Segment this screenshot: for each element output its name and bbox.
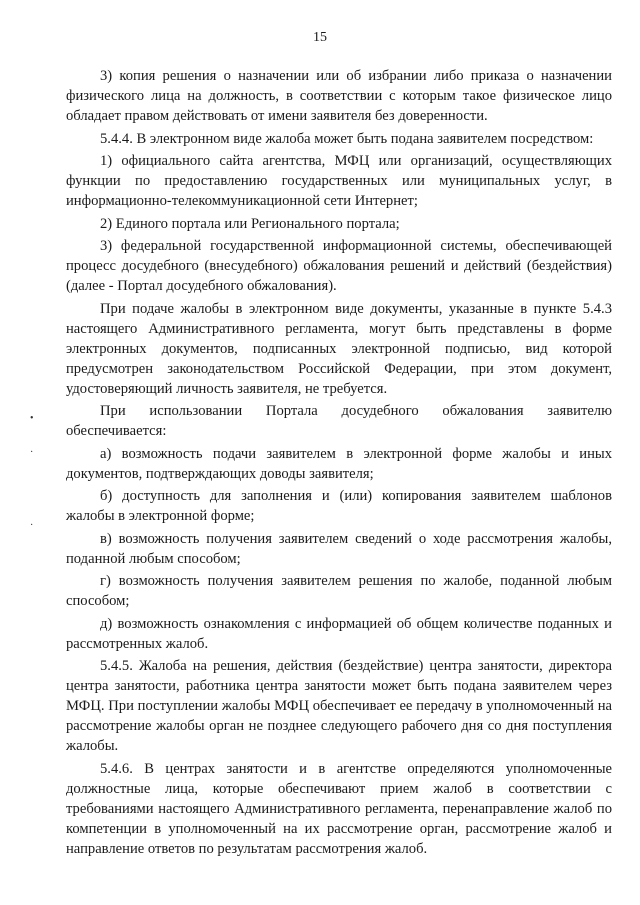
paragraph: 5.4.5. Жалоба на решения, действия (бездействие) центра занятости, директора центра занятости, работника центра занятости может быть подана заявителем через МФЦ. При поступлении жалобы МФЦ обеспечивает ее передачу в уполномоченный на рассмотрение жалобы орган не позднее следующего рабочего дня со дня поступления жалобы. bbox=[66, 658, 612, 754]
margin-dot: · bbox=[30, 447, 34, 458]
page-number: 15 bbox=[313, 30, 327, 45]
paragraph: 1) официального сайта агентства, МФЦ или организаций, осуществляющих функции по предоставлению государственных или муниципальных услуг, в информационно-телекоммуникационной сети Интернет; bbox=[66, 153, 612, 209]
paragraph: 2) Единого портала или Регионального портала; bbox=[100, 215, 400, 232]
paragraph: 5.4.4. В электронном виде жалоба может быть подана заявителем посредством: bbox=[100, 130, 594, 147]
paragraph: в) возможность получения заявителем сведений о ходе рассмотрения жалобы, поданной любым способом; bbox=[66, 530, 612, 567]
paragraph: б) доступность для заполнения и (или) копирования заявителем шаблонов жалобы в электронной форме; bbox=[66, 488, 612, 524]
paragraph: г) возможность получения заявителем решения по жалобе, поданной любым способом; bbox=[66, 573, 612, 609]
paragraph: При подаче жалобы в электронном виде документы, указанные в пункте 5.4.3 настоящего Административного регламента, могут быть представлены в форме электронных документов, подписанных электронной подписью, вид которой предусмотрен законодательством Российской Федерации, при этом документ, удостоверяющий личность заявителя, не требуется. bbox=[66, 300, 612, 397]
margin-dot: · bbox=[30, 520, 34, 531]
paragraph: д) возможность ознакомления с информацией об общем количестве поданных и рассмотренных жалоб. bbox=[66, 615, 612, 652]
document-body bbox=[66, 66, 612, 861]
paragraph: 5.4.6. В центрах занятости и в агентстве определяются уполномоченные должностные лица, которые обеспечивают прием жалоб в соответствии с требованиями настоящего Административного регламента, перенаправление жалоб по компетенции в уполномоченный на их рассмотрение орган, рассмотрение жалоб и направление ответов по результатам рассмотрения жалоб. bbox=[66, 760, 612, 857]
paragraph: 3) копия решения о назначении или об избрании либо приказа о назначении физического лица на должность, в соответствии с которым такое физическое лицо обладает правом действовать от имени заявителя без доверенности. bbox=[66, 68, 612, 124]
paragraph: При использовании Портала досудебного обжалования заявителю обеспечивается: bbox=[66, 403, 612, 439]
margin-dot: • bbox=[30, 413, 34, 424]
paragraph: 3) федеральной государственной информационной системы, обеспечивающей процесс досудебного (внесудебного) обжалования решений и действий (бездействия) (далее - Портал досудебного обжалования). bbox=[66, 238, 612, 294]
paragraph: а) возможность подачи заявителем в электронной форме жалобы и иных документов, подтверждающих доводы заявителя; bbox=[66, 445, 612, 482]
